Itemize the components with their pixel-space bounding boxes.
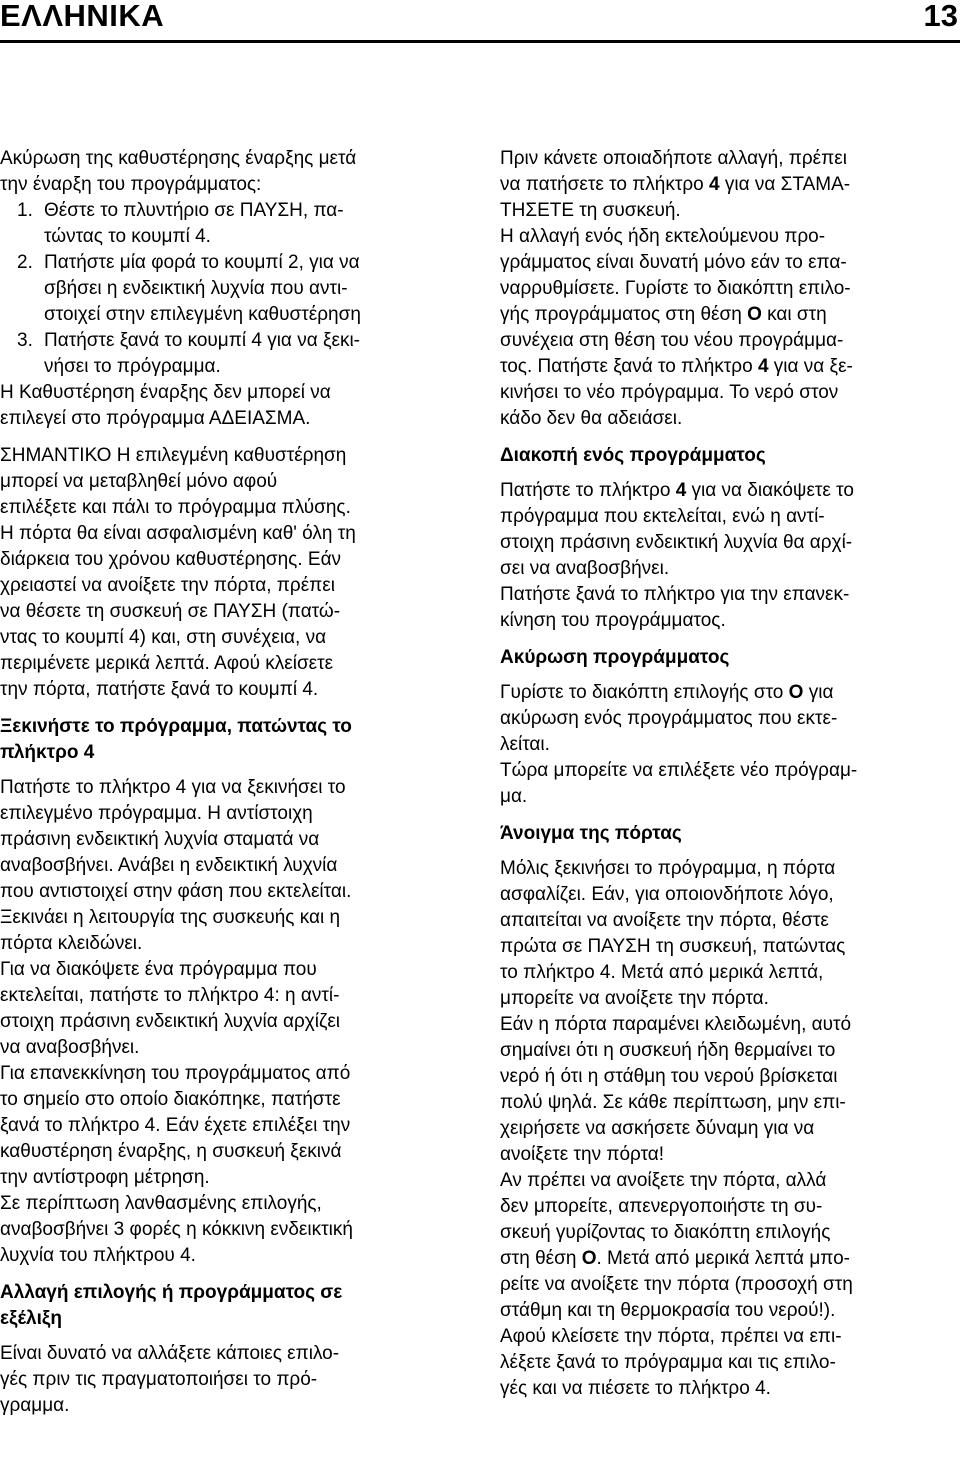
- text-line: [500, 856, 958, 882]
- text-line: [500, 608, 958, 634]
- text-line: την έναρξη του προγράμματος:: [0, 174, 262, 195]
- text-line: Για να διακόψετε ένα πρόγραμμα που: [0, 959, 317, 980]
- text-segment: πρόγραμμα που εκτελείται, ενώ η αντί-: [500, 506, 825, 527]
- start-section-body: [0, 775, 456, 1269]
- text-line: επιλεγεί στο πρόγραμμα ΑΔΕΙΑΣΜΑ.: [0, 408, 311, 429]
- step-line: τώντας το κουμπί 4.: [44, 226, 211, 247]
- text-line: [500, 146, 958, 172]
- step-number: 2.: [17, 252, 33, 273]
- text-segment: Τώρα μπορείτε να επιλέξετε νέο πρόγραμ-: [500, 760, 858, 781]
- text-line: εκτελείται, πατήστε το πλήκτρο 4: η αντί-: [0, 985, 340, 1006]
- text-segment: λείται.: [500, 734, 550, 755]
- text-line: [500, 784, 958, 810]
- text-segment: στη θέση: [500, 1248, 582, 1269]
- text-segment: στοιχη πράσινη ενδεικτική λυχνία θα αρχί-: [500, 532, 853, 553]
- text-line: την αντίστροφη μέτρηση.: [0, 1167, 210, 1188]
- text-line: [500, 1246, 958, 1272]
- text-line: διάρκεια του χρόνου καθυστέρησης. Εάν: [0, 549, 342, 570]
- text-line: [500, 556, 958, 582]
- text-line: Σε περίπτωση λανθασμένης επιλογής,: [0, 1193, 322, 1214]
- text-segment: ακύρωση ενός προγράμματος που εκτε-: [500, 708, 838, 729]
- text-line: [500, 908, 958, 934]
- text-line: [500, 1298, 958, 1324]
- text-segment: πολύ ψηλά. Σε κάθε περίπτωση, μην επι-: [500, 1092, 846, 1113]
- text-segment: Γυρίστε το διακόπτη επιλογής στο: [500, 682, 789, 703]
- text-line: [500, 732, 958, 758]
- step-line: σβήσει η ενδεικτική λυχνία που αντι-: [44, 278, 348, 299]
- text-line: μπορεί να μεταβληθεί μόνο αφού: [0, 471, 278, 492]
- right-column: [500, 146, 958, 1402]
- text-line: [500, 1324, 958, 1350]
- step-line: [0, 250, 456, 276]
- text-segment: σει να αναβοσβήνει.: [500, 558, 670, 579]
- text-segment: συνέχεια στη θέση του νέου προγράμμα-: [500, 330, 844, 351]
- text-line: περιμένετε μερικά λεπτά. Αφού κλείσετε: [0, 653, 334, 674]
- text-line: [500, 758, 958, 784]
- text-line: [500, 960, 958, 986]
- page-number: 13: [923, 0, 958, 33]
- section-heading-change: [0, 1280, 456, 1332]
- text-line: [500, 1064, 958, 1090]
- text-line: αναβοσβήνει 3 φορές η κόκκινη ενδεικτική: [0, 1219, 353, 1240]
- text-line: [500, 1272, 958, 1298]
- text-segment: για να ξε-: [768, 356, 853, 377]
- text-line: [500, 354, 958, 380]
- text-segment: μπορείτε να ανοίξετε την πόρτα.: [500, 988, 769, 1009]
- section-heading-door: [500, 821, 958, 847]
- text-line: [500, 328, 958, 354]
- text-line: Ξεκινάει η λειτουργία της συσκευής και η: [0, 907, 341, 928]
- text-line: [500, 882, 958, 908]
- text-line: ντας το κουμπί 4) και, στη συνέχεια, να: [0, 627, 327, 648]
- text-line: [500, 302, 958, 328]
- important-first-text: Η επιλεγμένη καθυστέρηση: [111, 445, 347, 466]
- step-number: 3.: [17, 330, 33, 351]
- cancel-section-body: [500, 680, 958, 810]
- text-line: Ακύρωση της καθυστέρησης έναρξης μετά: [0, 148, 357, 169]
- text-line: [500, 406, 958, 432]
- text-line: το σημείο στο οποίο διακόπηκε, πατήστε: [0, 1089, 341, 1110]
- text-segment: στάθμη και τη θερμοκρασία του νερού!).: [500, 1300, 836, 1321]
- text-line: λυχνία του πλήκτρου 4.: [0, 1245, 196, 1266]
- text-segment: και στη: [761, 304, 827, 325]
- text-segment: σημαίνει ότι η συσκευή ήδη θερμαίνει το: [500, 1040, 836, 1061]
- text-segment: ασφαλίζει. Εάν, για οποιονδήποτε λόγο,: [500, 884, 834, 905]
- text-line: [500, 680, 958, 706]
- step-line: νήσει το πρόγραμμα.: [44, 356, 221, 377]
- delay-cancel-intro: [0, 146, 456, 198]
- text-segment: γής προγράμματος στη θέση: [500, 304, 748, 325]
- text-segment: νερό ή ότι η στάθμη του νερού βρίσκεται: [500, 1066, 838, 1087]
- text-line: [500, 1350, 958, 1376]
- heading-line: πλήκτρο 4: [0, 742, 95, 763]
- text-line: [500, 706, 958, 732]
- text-line: [500, 478, 958, 504]
- delay-cancel-steps: [0, 198, 456, 380]
- text-line: [500, 1168, 958, 1194]
- text-segment: πρώτα σε ΠΑΥΣΗ τη συσκευή, πατώντας: [500, 936, 846, 957]
- text-segment: Εάν η πόρτα παραμένει κλειδωμένη, αυτό: [500, 1014, 852, 1035]
- language-heading: ΕΛΛΗΝΙΚΑ: [0, 0, 165, 33]
- heading-line: εξέλιξη: [0, 1308, 62, 1329]
- text-line: στοιχη πράσινη ενδεικτική λυχνία αρχίζει: [0, 1011, 341, 1032]
- text-segment: να πατήσετε το πλήκτρο: [500, 174, 710, 195]
- step-number: 1.: [17, 200, 33, 221]
- text-line: που αντιστοιχεί στην φάση που εκτελείται.: [0, 881, 352, 902]
- bold-key: 4: [675, 480, 687, 501]
- text-line: αναβοσβήνει. Ανάβει η ενδεικτική λυχνία: [0, 855, 338, 876]
- text-line: [500, 1116, 958, 1142]
- text-line: [500, 1090, 958, 1116]
- text-line: [500, 530, 958, 556]
- text-line: [500, 1220, 958, 1246]
- step-text: Πατήστε μία φορά το κουμπί 2, για να: [44, 252, 360, 273]
- text-segment: Πατήστε ξανά το πλήκτρο για την επανεκ-: [500, 584, 850, 605]
- text-segment: . Μετά από μερικά λεπτά μπο-: [596, 1248, 850, 1269]
- text-line: [500, 172, 958, 198]
- bold-key: 4: [757, 356, 769, 377]
- important-label: ΣΗΜΑΝΤΙΚΟ: [0, 445, 112, 466]
- text-segment: χειρήσετε να ασκήσετε δύναμη για να: [500, 1118, 815, 1139]
- text-segment: μα.: [500, 786, 528, 807]
- text-segment: ΤΗΣΕΤΕ τη συσκευή.: [500, 200, 681, 221]
- step-text: Πατήστε ξανά το κουμπί 4 για να ξεκι-: [44, 330, 360, 351]
- text-line: γραμμα.: [0, 1395, 70, 1416]
- bold-key: O: [747, 304, 762, 325]
- text-segment: ρείτε να ανοίξετε την πόρτα (προσοχή στη: [500, 1274, 853, 1295]
- important-notice: [0, 443, 456, 703]
- text-segment: Πριν κάνετε οποιαδήποτε αλλαγή, πρέπει: [500, 148, 847, 169]
- text-line: [500, 1142, 958, 1168]
- step-line: στοιχεί στην επιλεγμένη καθυστέρηση: [44, 304, 361, 325]
- bold-key: 4: [709, 174, 720, 195]
- heading-line: Αλλαγή επιλογής ή προγράμματος σε: [0, 1282, 343, 1303]
- text-line: πόρτα κλειδώνει.: [0, 933, 143, 954]
- left-column: [0, 146, 456, 1419]
- text-line: [0, 443, 456, 469]
- text-segment: ανοίξετε την πόρτα!: [500, 1144, 665, 1165]
- section-heading-start: [0, 714, 456, 766]
- text-segment: τος. Πατήστε ξανά το πλήκτρο: [500, 356, 758, 377]
- text-line: [500, 1376, 958, 1402]
- step-line: [0, 198, 456, 224]
- text-line: [500, 1038, 958, 1064]
- door-section-body: [500, 856, 958, 1402]
- text-line: επιλέξετε και πάλι το πρόγραμμα πλύσης.: [0, 497, 351, 518]
- text-line: γές πριν τις πραγματοποιήσει το πρό-: [0, 1369, 318, 1390]
- step-line: [0, 328, 456, 354]
- text-line: να θέσετε τη συσκευή σε ΠΑΥΣΗ (πατώ-: [0, 601, 341, 622]
- text-line: [500, 276, 958, 302]
- text-segment: απαιτείται να ανοίξετε την πόρτα, θέστε: [500, 910, 829, 931]
- text-line: [500, 934, 958, 960]
- text-segment: γές και να πιέσετε το πλήκτρο 4.: [500, 1378, 771, 1399]
- text-segment: κίνηση του προγράμματος.: [500, 610, 726, 631]
- section-heading-cancel: [500, 645, 958, 671]
- header-rule: [0, 40, 960, 43]
- text-line: [500, 250, 958, 276]
- heading-line: Άνοιγμα της πόρτας: [500, 823, 682, 844]
- text-segment: κινήσει το νέο πρόγραμμα. Το νερό στον: [500, 382, 839, 403]
- delay-note: [0, 380, 456, 432]
- text-line: πράσινη ενδεικτική λυχνία σταματά να: [0, 829, 320, 850]
- text-segment: λέξετε ξανά το πρόγραμμα και τις επιλο-: [500, 1352, 836, 1373]
- change-section-body: [0, 1341, 456, 1419]
- text-line: [500, 504, 958, 530]
- text-segment: δεν μπορείτε, απενεργοποιήστε τη συ-: [500, 1196, 823, 1217]
- text-line: [500, 582, 958, 608]
- text-line: [500, 986, 958, 1012]
- text-line: [500, 198, 958, 224]
- text-line: επιλεγμένο πρόγραμμα. Η αντίστοιχη: [0, 803, 313, 824]
- bold-key: O: [581, 1248, 597, 1269]
- text-line: [500, 380, 958, 406]
- step-text: Θέστε το πλυντήριο σε ΠΑΥΣΗ, πα-: [44, 200, 344, 221]
- text-segment: Πατήστε το πλήκτρο: [500, 480, 676, 501]
- text-line: χρειαστεί να ανοίξετε την πόρτα, πρέπει: [0, 575, 335, 596]
- text-line: [500, 1194, 958, 1220]
- text-line: να αναβοσβήνει.: [0, 1037, 140, 1058]
- text-line: Είναι δυνατό να αλλάξετε κάποιες επιλο-: [0, 1343, 340, 1364]
- text-segment: για: [803, 682, 834, 703]
- text-segment: Μόλις ξεκινήσει το πρόγραμμα, η πόρτα: [500, 858, 836, 879]
- text-segment: σκευή γυρίζοντας το διακόπτη επιλογής: [500, 1222, 831, 1243]
- text-segment: για να ΣΤΑΜΑ-: [719, 174, 851, 195]
- bold-key: O: [788, 682, 804, 703]
- text-line: Πατήστε το πλήκτρο 4 για να ξεκινήσει το: [0, 777, 346, 798]
- change-warning: [500, 146, 958, 432]
- text-line: Η Καθυστέρηση έναρξης δεν μπορεί να: [0, 382, 331, 403]
- text-segment: για να διακόψετε το: [686, 480, 854, 501]
- page-header: [0, 0, 960, 40]
- section-heading-pause: [500, 443, 958, 469]
- heading-line: Ξεκινήστε το πρόγραμμα, πατώντας το: [0, 716, 352, 737]
- heading-line: Διακοπή ενός προγράμματος: [500, 445, 766, 466]
- heading-line: Ακύρωση προγράμματος: [500, 647, 730, 668]
- text-segment: κάδο δεν θα αδειάσει.: [500, 408, 683, 429]
- text-segment: το πλήκτρο 4. Μετά από μερικά λεπτά,: [500, 962, 824, 983]
- text-segment: γράμματος είναι δυνατή μόνο εάν το επα-: [500, 252, 847, 273]
- text-line: Η πόρτα θα είναι ασφαλισμένη καθ' όλη τη: [0, 523, 356, 544]
- text-line: την πόρτα, πατήστε ξανά το κουμπί 4.: [0, 679, 319, 700]
- text-line: [500, 1012, 958, 1038]
- text-line: καθυστέρηση έναρξης, η συσκευή ξεκινά: [0, 1141, 342, 1162]
- text-segment: Αν πρέπει να ανοίξετε την πόρτα, αλλά: [500, 1170, 827, 1191]
- text-line: Για επανεκκίνηση του προγράμματος από: [0, 1063, 351, 1084]
- text-line: [500, 224, 958, 250]
- text-segment: ναρρυθμίσετε. Γυρίστε το διακόπτη επιλο-: [500, 278, 851, 299]
- text-segment: Η αλλαγή ενός ήδη εκτελούμενου προ-: [500, 226, 826, 247]
- text-line: ξανά το πλήκτρο 4. Εάν έχετε επιλέξει την: [0, 1115, 351, 1136]
- text-segment: Αφού κλείσετε την πόρτα, πρέπει να επι-: [500, 1326, 842, 1347]
- pause-section-body: [500, 478, 958, 634]
